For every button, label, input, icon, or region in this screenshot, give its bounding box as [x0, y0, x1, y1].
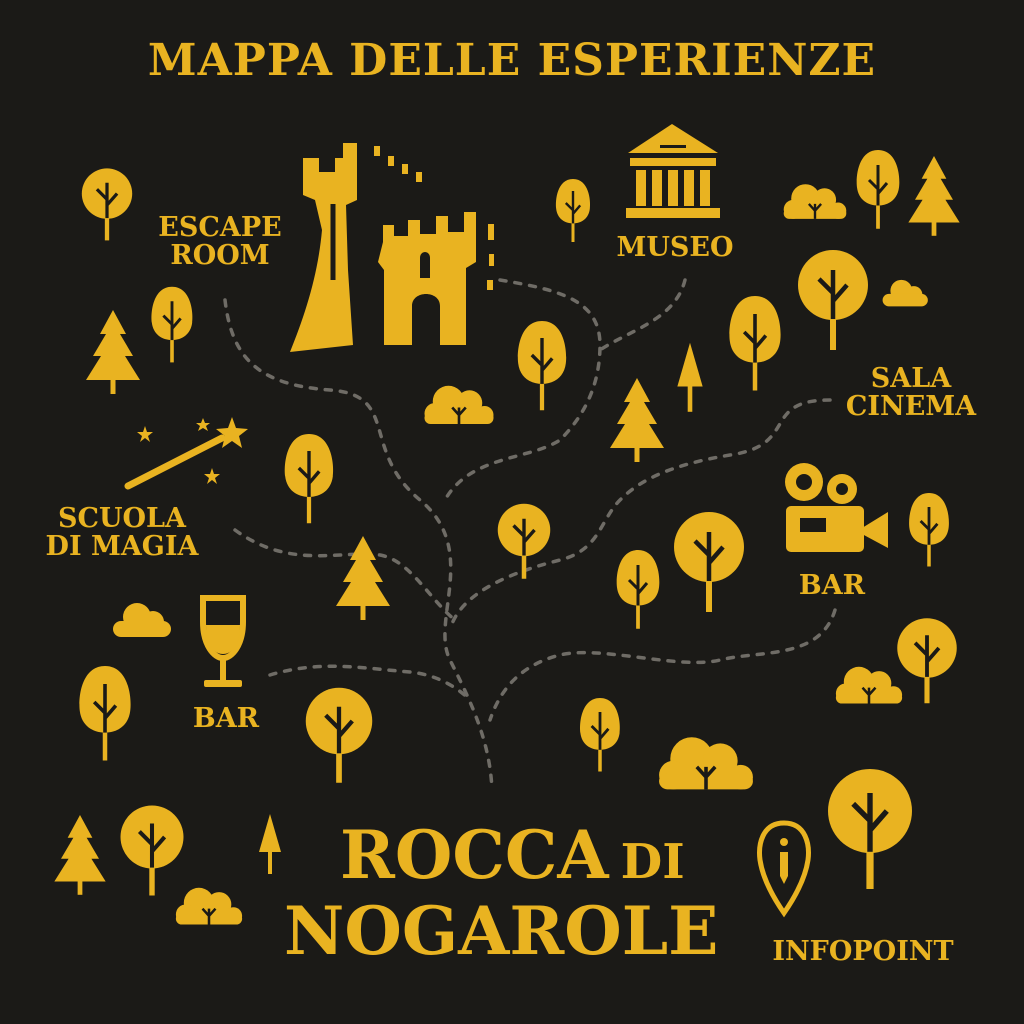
map-title: MAPPA DELLE ESPERIENZE [147, 35, 877, 86]
scuola-di-magia-label-line2: DI MAGIA [45, 531, 199, 563]
escape-room-label[interactable] [150, 214, 290, 271]
escape-room-label-line2: ROOM [170, 240, 270, 272]
place-name-nogarole: NOGAROLE [284, 892, 719, 970]
escape-room-label-line1: ESCAPE [158, 212, 282, 243]
wine-glass-icon [203, 598, 243, 687]
place-name-preposition: DI [620, 834, 685, 890]
sala-cinema-label[interactable] [836, 365, 986, 422]
place-name-line1 [340, 816, 685, 894]
sala-cinema-label-line1: SALA [870, 363, 952, 394]
scuola-di-magia-label-line1: SCUOLA [58, 503, 186, 534]
movie-camera-icon [785, 463, 888, 552]
infopoint-label[interactable]: INFOPOINT [772, 936, 954, 967]
scuola-di-magia-label[interactable] [32, 505, 212, 562]
magic-wand-icon [128, 417, 248, 486]
bar-right-label[interactable]: BAR [798, 570, 866, 601]
museo-label[interactable]: MUSEO [616, 232, 734, 263]
place-name-line2 [284, 892, 719, 970]
bar-left-label[interactable]: BAR [192, 703, 260, 734]
location-pin-icon [760, 823, 809, 913]
museum-icon [626, 124, 720, 218]
place-name-main: ROCCA [340, 816, 609, 894]
sala-cinema-label-line2: CINEMA [845, 391, 977, 423]
castle-icon [290, 143, 494, 352]
bush-icon [176, 184, 902, 924]
